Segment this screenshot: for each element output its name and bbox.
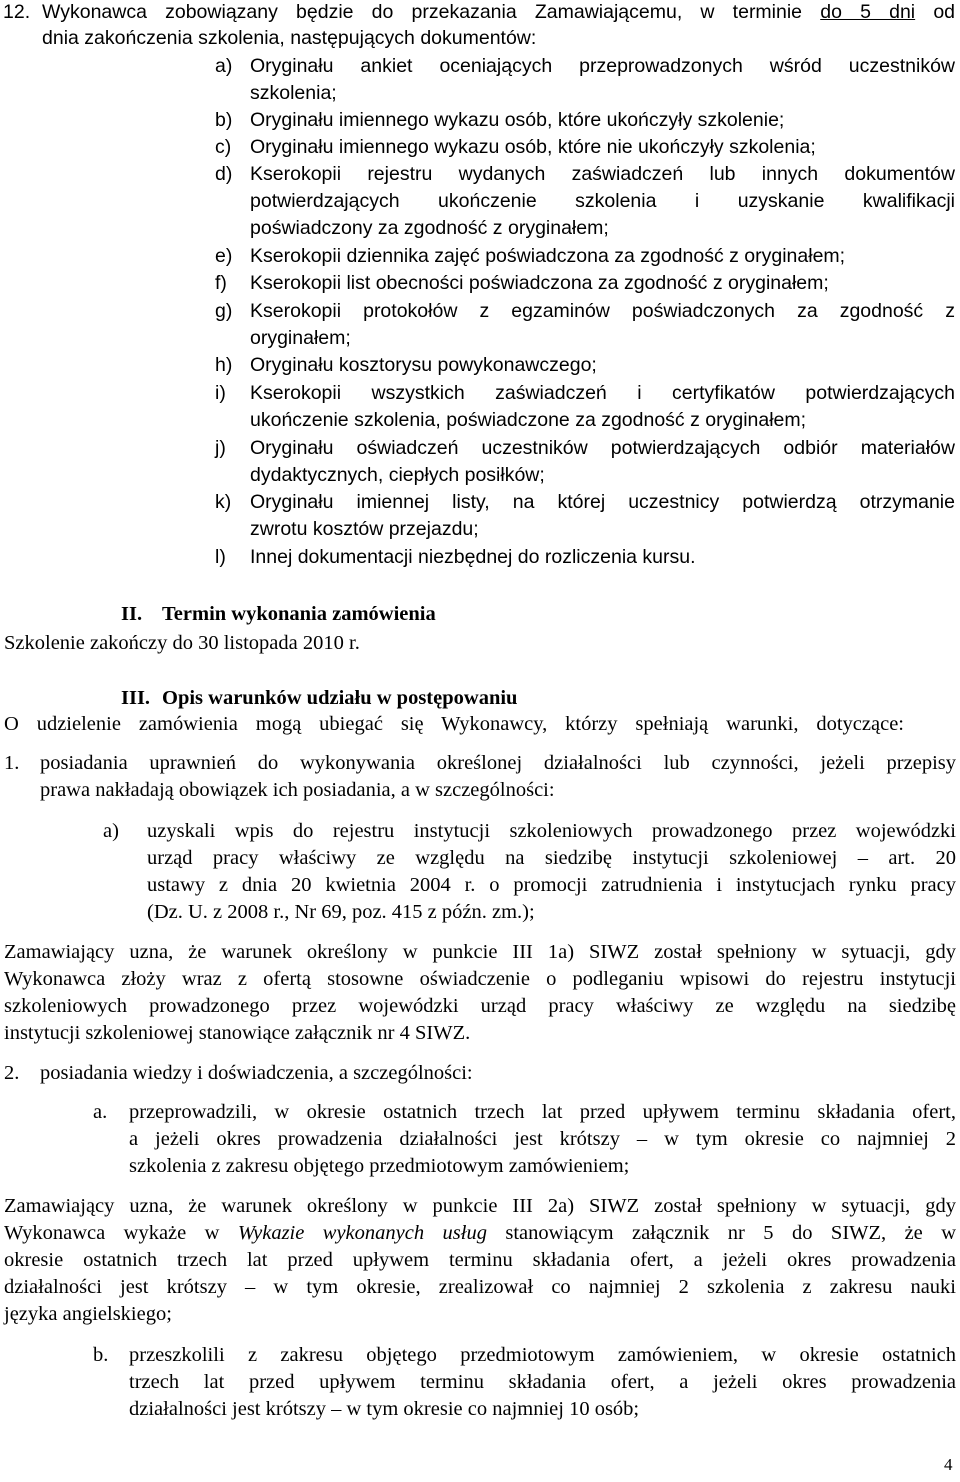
note-2-line-4: działalności jest krótszy – w tym okresie, zrealizował co najmniej 2 szkolenia z zakresu nauki: [4, 1276, 956, 1298]
item-b-line-1: Oryginału imiennego wykazu osób, które ukończyły szkolenie;: [250, 109, 785, 131]
page-number: 4: [944, 1455, 953, 1474]
item-d-line-3: poświadczony za zgodność z oryginałem;: [250, 217, 609, 239]
item-k-label: k): [215, 491, 232, 513]
note-2-line-2: [4, 1220, 956, 1246]
text: stanowiącym załącznik nr 5 do SIWZ, że w: [486, 1222, 956, 1244]
condition-2a-line-2: a jeżeli okres prowadzenia działalności jest krótszy – w tym okresie co najmniej 2: [129, 1128, 956, 1150]
item-c-label: c): [215, 136, 232, 158]
note-2-line-1: Zamawiający uzna, że warunek określony w punkcie III 2a) SIWZ został spełniony w sytuacji, gdy: [4, 1195, 956, 1217]
condition-1-number: 1.: [4, 752, 20, 774]
item-l-label: l): [215, 546, 226, 568]
condition-1a-line-3: ustawy z dnia 20 kwietnia 2004 r. o promocji zatrudnienia i instytucjach rynku pracy: [147, 874, 956, 896]
item-l-line-1: Innej dokumentacji niezbędnej do rozliczenia kursu.: [250, 546, 696, 568]
item-g-line-1: Kserokopii protokołów z egzaminów poświadczonych za zgodność z: [250, 300, 955, 322]
section-iii-numeral: III.: [121, 687, 151, 709]
condition-2a-line-3: szkolenia z zakresu objętego przedmiotowym zamówieniem;: [129, 1155, 630, 1177]
section-ii-body: Szkolenie zakończy do 30 listopada 2010 r.: [4, 632, 360, 654]
item-j-line-1: Oryginału oświadczeń uczestników potwierdzających odbiór materiałów: [250, 437, 955, 459]
condition-2a-label: a.: [93, 1101, 108, 1123]
point-12-line-1: [42, 0, 955, 25]
condition-1a-line-1: uzyskali wpis do rejestru instytucji szkoleniowych prowadzonego przez wojewódzki: [147, 820, 956, 842]
text: od: [915, 1, 956, 23]
note-2-line-5: języka angielskiego;: [4, 1303, 172, 1325]
condition-2b-label: b.: [93, 1344, 109, 1366]
item-g-line-2: oryginałem;: [250, 327, 351, 349]
item-j-line-2: dydaktycznych, ciepłych posiłków;: [250, 464, 545, 486]
item-f-label: f): [215, 272, 227, 294]
item-d-line-2: potwierdzających ukończenie szkolenia i uzyskanie kwalifikacji: [250, 190, 955, 212]
item-b-label: b): [215, 109, 233, 131]
italic-reference: Wykazie wykonanych usług: [237, 1222, 487, 1244]
item-h-line-1: Oryginału kosztorysu powykonawczego;: [250, 354, 597, 376]
condition-1a-label: a): [103, 820, 119, 842]
condition-1-line-1: posiadania uprawnień do wykonywania określonej działalności lub czynności, jeżeli przepisy: [40, 752, 956, 774]
condition-2-line-1: posiadania wiedzy i doświadczenia, a szczególności:: [40, 1062, 473, 1084]
item-f-line-1: Kserokopii list obecności poświadczona za zgodność z oryginałem;: [250, 272, 829, 294]
item-a-label: a): [215, 55, 233, 77]
condition-2-number: 2.: [4, 1062, 20, 1084]
item-d-label: d): [215, 163, 233, 185]
item-i-line-2: ukończenie szkolenia, poświadczone za zgodność z oryginałem;: [250, 409, 807, 431]
condition-2a-line-1: przeprowadzili, w okresie ostatnich trzech lat przed upływem terminu składania ofert,: [129, 1101, 956, 1123]
item-g-label: g): [215, 300, 233, 322]
section-ii-numeral: II.: [121, 603, 143, 625]
item-e-label: e): [215, 245, 233, 267]
point-12-number: 12.: [3, 1, 31, 23]
note-2-line-3: okresie ostatnich trzech lat przed upływem terminu składania ofert, a jeżeli okres prowadzenia: [4, 1249, 956, 1271]
condition-2b-line-3: działalności jest krótszy – w tym okresie co najmniej 10 osób;: [129, 1398, 640, 1420]
text: Wykonawca zobowiązany będzie do przekazania Zamawiającemu, w terminie: [42, 1, 821, 23]
text: Wykonawca wykaże w: [4, 1222, 238, 1244]
item-e-line-1: Kserokopii dziennika zajęć poświadczona za zgodność z oryginałem;: [250, 245, 846, 267]
item-i-line-1: Kserokopii wszystkich zaświadczeń i certyfikatów potwierdzających: [250, 382, 955, 404]
note-1-line-1: Zamawiający uzna, że warunek określony w punkcie III 1a) SIWZ został spełniony w sytuacji, gdy: [4, 941, 956, 963]
condition-2b-line-1: przeszkolili z zakresu objętego przedmiotowym zamówieniem, w okresie ostatnich: [129, 1344, 956, 1366]
item-j-label: j): [215, 437, 226, 459]
item-i-label: i): [215, 382, 226, 404]
item-h-label: h): [215, 354, 233, 376]
section-ii-title: Termin wykonania zamówienia: [162, 603, 436, 625]
condition-1a-line-4: (Dz. U. z 2008 r., Nr 69, poz. 415 z późn. zm.);: [147, 901, 535, 923]
item-a-line-2: szkolenia;: [250, 82, 337, 104]
item-a-line-1: Oryginału ankiet oceniających przeprowadzonych wśród uczestników: [250, 55, 955, 77]
item-k-line-2: zwrotu kosztów przejazdu;: [250, 518, 479, 540]
item-d-line-1: Kserokopii rejestru wydanych zaświadczeń lub innych dokumentów: [250, 163, 955, 185]
item-c-line-1: Oryginału imiennego wykazu osób, które nie ukończyły szkolenia;: [250, 136, 816, 158]
note-1-line-3: szkoleniowych prowadzonego przez wojewódzki urząd pracy właściwy ze względu na siedzibę: [4, 995, 956, 1017]
point-12-line-2: dnia zakończenia szkolenia, następujących dokumentów:: [42, 27, 537, 49]
section-iii-title: Opis warunków udziału w postępowaniu: [162, 687, 518, 709]
item-k-line-1: Oryginału imiennej listy, na której uczestnicy potwierdzą otrzymanie: [250, 491, 955, 513]
note-1-line-2: Wykonawca złoży wraz z ofertą stosowne oświadczenie o podleganiu wpisowi do rejestru instytucji: [4, 968, 956, 990]
section-iii-intro: O udzielenie zamówienia mogą ubiegać się Wykonawcy, którzy spełniają warunki, dotyczące:: [4, 713, 904, 735]
condition-1-line-2: prawa nakładają obowiązek ich posiadania, a w szczególności:: [40, 779, 555, 801]
condition-1a-line-2: urząd pracy właściwy ze względu na siedzibę instytucji szkoleniowej – art. 20: [147, 847, 956, 869]
note-1-line-4: instytucji szkoleniowej stanowiące załącznik nr 4 SIWZ.: [4, 1022, 471, 1044]
condition-2b-line-2: trzech lat przed upływem terminu składania ofert, a jeżeli okres prowadzenia: [129, 1371, 956, 1393]
underlined-deadline: do 5 dni: [820, 1, 916, 23]
